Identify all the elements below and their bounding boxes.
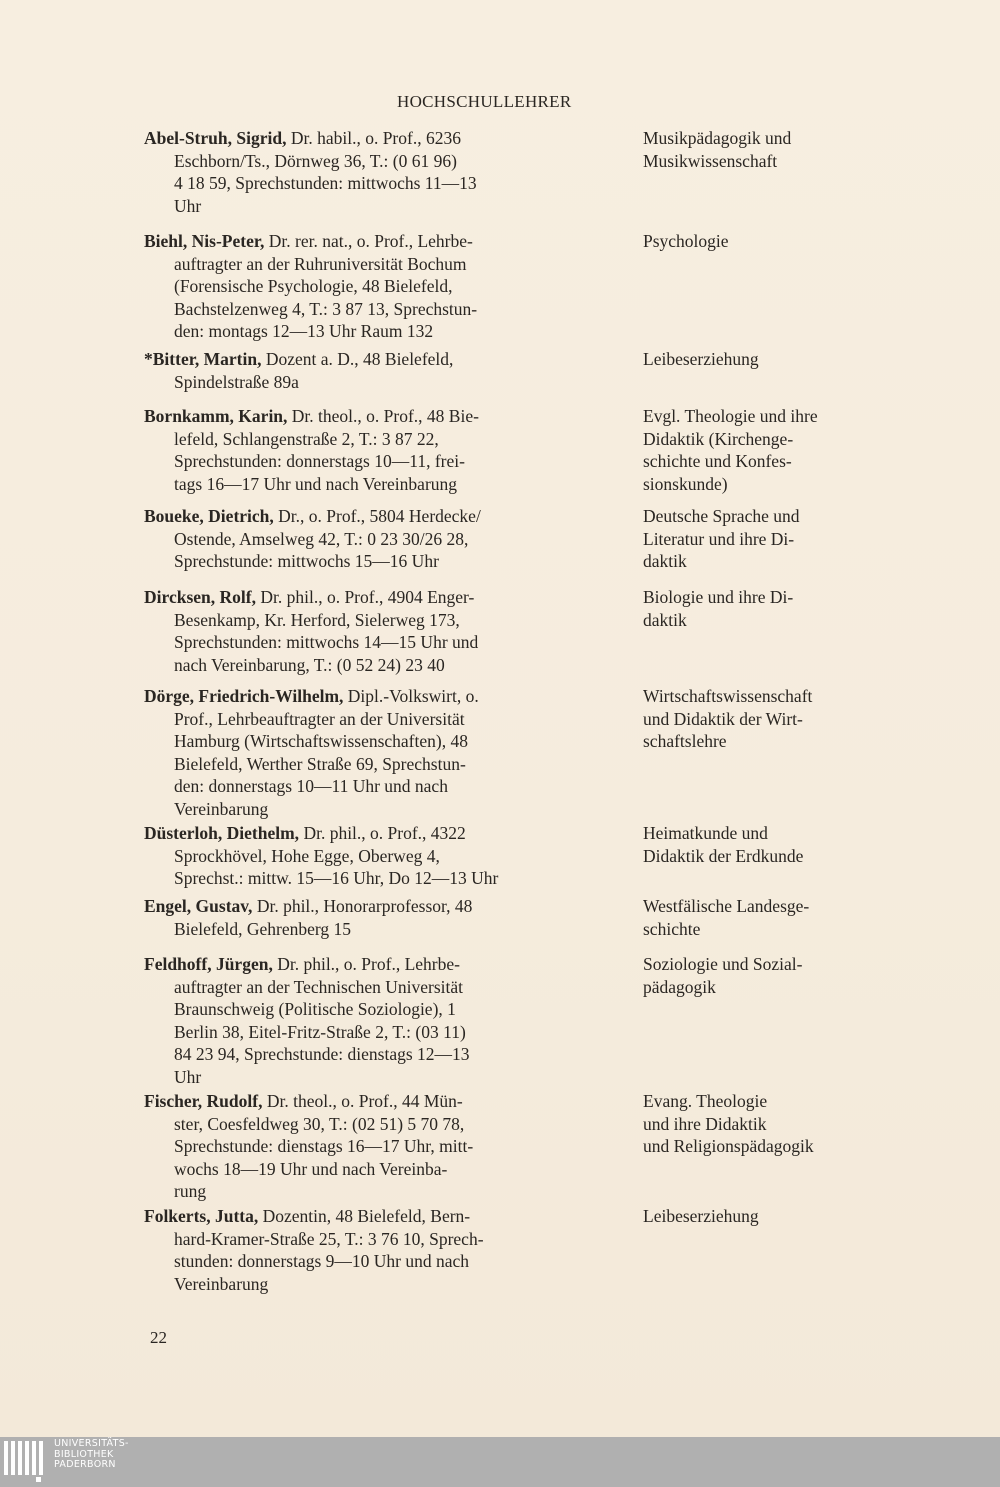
subject-line: Didaktik der Erdkunde <box>643 845 804 866</box>
subject-line: Literatur und ihre Di- <box>643 528 795 549</box>
entry-line: Dr. phil., o. Prof., 4904 Enger- <box>260 587 475 607</box>
entry-line: Dr. phil., Honorarprofessor, 48 <box>256 896 473 916</box>
subject-line: schichte und Konfes- <box>643 451 792 472</box>
entry-line: hard-Kramer-Straße 25, T.: 3 76 10, Sprech- <box>174 1228 484 1249</box>
entry-first-line <box>144 895 614 918</box>
subject-line: und ihre Didaktik <box>643 1113 767 1134</box>
subject-line: Didaktik (Kirchenge- <box>643 428 794 449</box>
entry-line: Sprechstunden: donnerstags 10—11, frei- <box>174 451 465 472</box>
subject-line: Wirtschaftswissenschaft <box>643 686 813 706</box>
subject-line: Leibeserziehung <box>643 349 759 369</box>
entry-subject <box>643 127 895 172</box>
entry-text <box>144 822 614 890</box>
person-name: Abel-Struh, Sigrid, <box>144 128 287 148</box>
entry-first-line <box>144 822 614 845</box>
subject-line: Soziologie und Sozial- <box>643 954 803 974</box>
entry-line: 84 23 94, Sprechstunde: dienstags 12—13 <box>174 1044 470 1065</box>
entry-line: (Forensische Psychologie, 48 Bielefeld, <box>174 276 453 297</box>
entry-line: Dr. theol., o. Prof., 44 Mün- <box>266 1091 463 1111</box>
entry-line: ster, Coesfeldweg 30, T.: (02 51) 5 70 78, <box>174 1113 465 1134</box>
entry-line: Sprechstunden: mittwochs 14—15 Uhr und <box>174 632 479 653</box>
entry-line: Ostende, Amselweg 42, T.: 0 23 30/26 28, <box>174 528 469 549</box>
entry-first-line <box>144 348 614 371</box>
entry-subject <box>643 1205 895 1228</box>
entry-line: Dozentin, 48 Bielefeld, Bern- <box>262 1206 471 1226</box>
subject-line: daktik <box>643 551 687 572</box>
subject-line: Musikpädagogik und <box>643 128 792 148</box>
entry-line: Bielefeld, Gehrenberg 15 <box>174 918 352 939</box>
person-name: Engel, Gustav, <box>144 896 253 916</box>
subject-line: Evang. Theologie <box>643 1091 768 1111</box>
entry-first-line <box>144 505 614 528</box>
subject-line: und Religionspädagogik <box>643 1136 814 1157</box>
subject-line: schaftslehre <box>643 731 727 752</box>
entry-line: Sprockhövel, Hohe Egge, Oberweg 4, <box>174 845 440 866</box>
entry-line: Dr., o. Prof., 5804 Herdecke/ <box>278 506 481 526</box>
logo-line: UNIVERSITÄTS- <box>54 1438 129 1449</box>
entry-line: rung <box>174 1181 207 1202</box>
person-name: Dörge, Friedrich-Wilhelm, <box>144 686 344 706</box>
entry-line: Besenkamp, Kr. Herford, Sielerweg 173, <box>174 609 460 630</box>
person-name: Düsterloh, Diethelm, <box>144 823 300 843</box>
entry-first-line <box>144 405 614 428</box>
entry-line: Prof., Lehrbeauftragter an der Universität <box>174 708 465 729</box>
entry-line: Dozent a. D., 48 Bielefeld, <box>265 349 454 369</box>
entry-line: Sprechstunde: dienstags 16—17 Uhr, mitt- <box>174 1136 474 1157</box>
entry-text <box>144 895 614 940</box>
person-name: Feldhoff, Jürgen, <box>144 954 273 974</box>
entry-line: stunden: donnerstags 9—10 Uhr und nach <box>174 1251 470 1272</box>
subject-line: Westfälische Landesge- <box>643 896 810 916</box>
subject-line: daktik <box>643 609 687 630</box>
entry-line: Dr. theol., o. Prof., 48 Bie- <box>291 406 479 426</box>
entry-text <box>144 685 614 821</box>
entry-first-line <box>144 127 614 150</box>
subject-line: Musikwissenschaft <box>643 150 778 171</box>
logo-line: PADERBORN <box>54 1459 116 1470</box>
entry-line: lefeld, Schlangenstraße 2, T.: 3 87 22, <box>174 428 439 449</box>
entry-line: Vereinbarung <box>174 1273 269 1294</box>
entry-line: Dipl.-Volkswirt, o. <box>347 686 479 706</box>
entry-subject <box>643 348 895 371</box>
entry-line: Sprechstunde: mittwochs 15—16 Uhr <box>174 551 439 572</box>
entry-first-line <box>144 230 614 253</box>
entry-subject <box>643 953 895 998</box>
entry-text <box>144 586 614 676</box>
entry-subject <box>643 822 895 867</box>
subject-line: pädagogik <box>643 976 716 997</box>
entry-line: den: donnerstags 10—11 Uhr und nach <box>174 776 448 797</box>
logo-line: BIBLIOTHEK <box>54 1448 114 1460</box>
entry-subject <box>643 586 895 631</box>
entry-text <box>144 127 614 217</box>
entry-subject <box>643 405 895 495</box>
entry-line: Uhr <box>174 1066 202 1087</box>
entry-line: auftragter an der Ruhruniversität Bochum <box>174 253 467 274</box>
entry-line: Dr. phil., o. Prof., 4322 <box>303 823 466 843</box>
person-name: Boueke, Dietrich, <box>144 506 274 526</box>
entry-line: tags 16—17 Uhr und nach Vereinbarung <box>174 473 458 494</box>
entry-line: Spindelstraße 89a <box>174 371 299 392</box>
subject-line: schichte <box>643 918 701 939</box>
entry-line: Dr. habil., o. Prof., 6236 <box>290 128 461 148</box>
entry-text <box>144 348 614 393</box>
entry-line: Uhr <box>174 195 202 216</box>
entry-line: Vereinbarung <box>174 798 269 819</box>
entry-first-line <box>144 1090 614 1113</box>
entry-line: Sprechst.: mittw. 15—16 Uhr, Do 12—13 Uhr <box>174 868 499 889</box>
entry-text <box>144 405 614 495</box>
entry-line: Dr. rer. nat., o. Prof., Lehrbe- <box>268 231 473 251</box>
entry-line: Bachstelzenweg 4, T.: 3 87 13, Sprechstun- <box>174 298 478 319</box>
library-logo-text <box>54 1439 129 1471</box>
subject-line: und Didaktik der Wirt- <box>643 708 803 729</box>
logo-dot <box>36 1477 41 1482</box>
entry-line: 4 18 59, Sprechstunden: mittwochs 11—13 <box>174 173 477 194</box>
library-footer-bar <box>0 1437 1000 1487</box>
subject-line: Heimatkunde und <box>643 823 768 843</box>
entry-subject <box>643 1090 895 1158</box>
subject-line: Leibeserziehung <box>643 1206 759 1226</box>
entry-text <box>144 230 614 343</box>
entry-text <box>144 953 614 1089</box>
entry-line: nach Vereinbarung, T.: (0 52 24) 23 40 <box>174 654 445 675</box>
page-number: 22 <box>150 1328 167 1347</box>
entry-subject <box>643 505 895 573</box>
person-name: *Bitter, Martin, <box>144 349 262 369</box>
person-name: Dircksen, Rolf, <box>144 587 256 607</box>
entry-line: Dr. phil., o. Prof., Lehrbe- <box>277 954 460 974</box>
entry-subject <box>643 685 895 753</box>
entry-line: Braunschweig (Politische Soziologie), 1 <box>174 999 456 1020</box>
entry-text <box>144 505 614 573</box>
subject-line: Evgl. Theologie und ihre <box>643 406 818 426</box>
page-heading: HOCHSCHULLEHRER <box>397 92 572 111</box>
entry-line: wochs 18—19 Uhr und nach Vereinba- <box>174 1158 448 1179</box>
entry-line: auftragter an der Technischen Universität <box>174 976 464 997</box>
entry-first-line <box>144 685 614 708</box>
entry-line: Bielefeld, Werther Straße 69, Sprechstun- <box>174 753 466 774</box>
subject-line: Psychologie <box>643 231 729 251</box>
person-name: Biehl, Nis-Peter, <box>144 231 265 251</box>
entry-line: den: montags 12—13 Uhr Raum 132 <box>174 321 434 342</box>
subject-line: Deutsche Sprache und <box>643 506 800 526</box>
entry-first-line <box>144 953 614 976</box>
entry-text <box>144 1205 614 1295</box>
person-name: Fischer, Rudolf, <box>144 1091 263 1111</box>
person-name: Bornkamm, Karin, <box>144 406 288 426</box>
person-name: Folkerts, Jutta, <box>144 1206 259 1226</box>
entry-line: Berlin 38, Eitel-Fritz-Straße 2, T.: (03 11) <box>174 1021 466 1042</box>
entry-subject <box>643 230 895 253</box>
entry-first-line <box>144 586 614 609</box>
entry-text <box>144 1090 614 1203</box>
subject-line: Biologie und ihre Di- <box>643 587 794 607</box>
entry-line: Hamburg (Wirtschaftswissenschaften), 48 <box>174 731 468 752</box>
entry-line: Eschborn/Ts., Dörnweg 36, T.: (0 61 96) <box>174 150 457 171</box>
entry-subject <box>643 895 895 940</box>
entry-first-line <box>144 1205 614 1228</box>
subject-line: sionskunde) <box>643 473 728 494</box>
